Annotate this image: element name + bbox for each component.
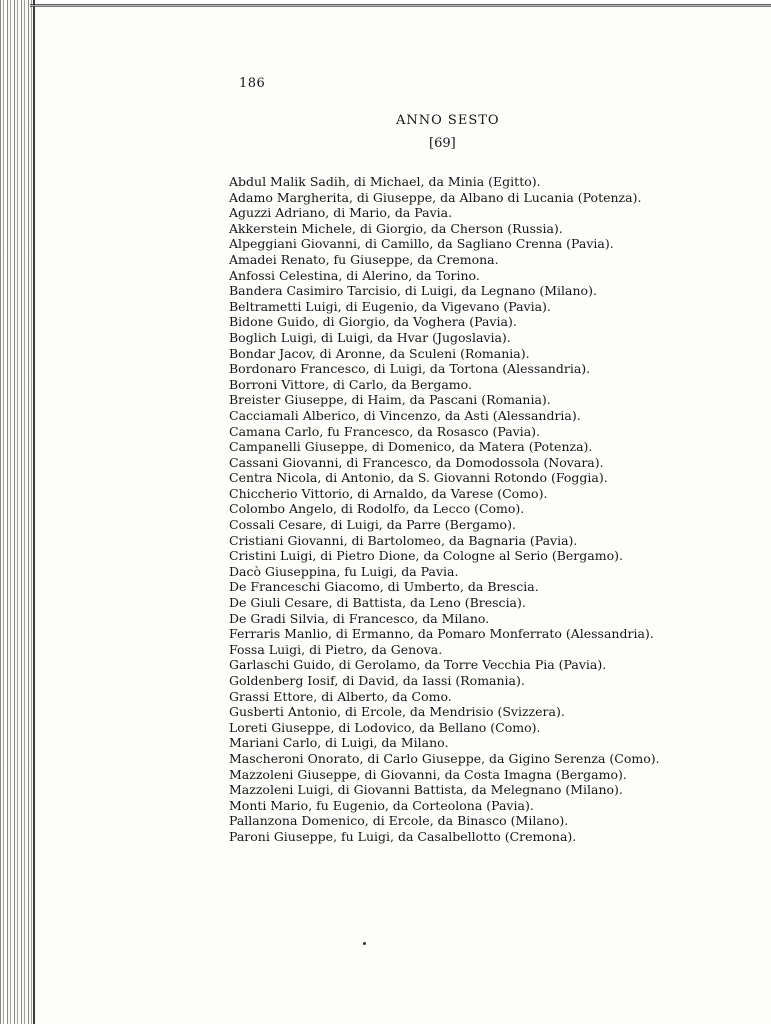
list-item: Aguzzi Adriano, di Mario, da Pavia. bbox=[229, 205, 453, 221]
list-item: Loreti Giuseppe, di Lodovico, da Bellano (Como). bbox=[229, 719, 541, 735]
scan-speck bbox=[363, 942, 366, 945]
list-item: Garlaschi Guido, di Gerolamo, da Torre Vecchia Pia (Pavia). bbox=[229, 657, 607, 673]
list-item: Amadei Renato, fu Giuseppe, da Cremona. bbox=[229, 251, 499, 267]
list-item: Colombo Angelo, di Rodolfo, da Lecco (Como). bbox=[229, 501, 525, 517]
list-item: Mariani Carlo, di Luigi, da Milano. bbox=[229, 735, 449, 751]
list-item: De Franceschi Giacomo, di Umberto, da Brescia. bbox=[229, 579, 539, 595]
binding-border bbox=[33, 0, 35, 1024]
list-item: Chiccherio Vittorio, di Arnaldo, da Varese (Como). bbox=[229, 485, 548, 501]
list-item: Anfossi Celestina, di Alerino, da Torino. bbox=[229, 267, 480, 283]
list-item: Mazzoleni Luigi, di Giovanni Battista, da Melegnano (Milano). bbox=[229, 782, 623, 798]
page-binding-edge bbox=[0, 0, 34, 1024]
list-item: Gusberti Antonio, di Ercole, da Mendrisio (Svizzera). bbox=[229, 704, 565, 720]
list-item: Boglich Luigi, di Luigi, da Hvar (Jugoslavia). bbox=[229, 329, 511, 345]
list-item: Grassi Ettore, di Alberto, da Como. bbox=[229, 688, 452, 704]
list-item: Centra Nicola, di Antonio, da S. Giovanni Rotondo (Foggia). bbox=[229, 470, 608, 486]
list-item: Bordonaro Francesco, di Luigi, da Tortona (Alessandria). bbox=[229, 361, 591, 377]
list-item: Mascheroni Onorato, di Carlo Giuseppe, da Gigino Serenza (Como). bbox=[229, 750, 660, 766]
page-number: 186 bbox=[239, 76, 266, 91]
list-item: Pallanzona Domenico, di Ercole, da Binasco (Milano). bbox=[229, 813, 569, 829]
list-item: Cacciamali Alberico, di Vincenzo, da Asti (Alessandria). bbox=[229, 407, 581, 423]
list-item: Campanelli Giuseppe, di Domenico, da Matera (Potenza). bbox=[229, 439, 593, 455]
list-item: Camana Carlo, fu Francesco, da Rosasco (Pavia). bbox=[229, 423, 541, 439]
list-item: Beltrametti Luigi, di Eugenio, da Vigevano (Pavia). bbox=[229, 298, 551, 314]
entry-list bbox=[229, 174, 749, 845]
list-item: De Giuli Cesare, di Battista, da Leno (Brescia). bbox=[229, 595, 526, 611]
list-item: Breister Giuseppe, di Haim, da Pascani (Romania). bbox=[229, 392, 551, 408]
list-item: Bidone Guido, di Giorgio, da Voghera (Pavia). bbox=[229, 314, 517, 330]
list-item: Cossali Cesare, di Luigi, da Parre (Bergamo). bbox=[229, 517, 516, 533]
list-item: De Gradi Silvia, di Francesco, da Milano. bbox=[229, 610, 490, 626]
list-item: Alpeggiani Giovanni, di Camillo, da Sagliano Crenna (Pavia). bbox=[229, 236, 614, 252]
list-item: Dacò Giuseppina, fu Luigi, da Pavia. bbox=[229, 563, 459, 579]
list-item: Fossa Luigi, di Pietro, da Genova. bbox=[229, 641, 443, 657]
list-item: Bondar Jacov, di Aronne, da Sculeni (Romania). bbox=[229, 345, 530, 361]
list-item: Ferraris Manlio, di Ermanno, da Pomaro Monferrato (Alessandria). bbox=[229, 626, 654, 642]
list-item: Adamo Margherita, di Giuseppe, da Albano di Lucania (Potenza). bbox=[229, 189, 642, 205]
list-item: Borroni Vittore, di Carlo, da Bergamo. bbox=[229, 376, 472, 392]
section-title: ANNO SESTO bbox=[396, 113, 500, 128]
list-item: Goldenberg Iosif, di David, da Iassi (Romania). bbox=[229, 673, 525, 688]
list-item: Cassani Giovanni, di Francesco, da Domodossola (Novara). bbox=[229, 454, 604, 470]
list-item: Abdul Malik Sadih, di Michael, da Minia (Egitto). bbox=[229, 174, 541, 189]
section-number: [69] bbox=[429, 136, 456, 151]
list-item: Cristini Luigi, di Pietro Dione, da Cologne al Serio (Bergamo). bbox=[229, 548, 623, 564]
list-item: Akkerstein Michele, di Giorgio, da Cherson (Russia). bbox=[229, 220, 563, 236]
list-item: Mazzoleni Giuseppe, di Giovanni, da Costa Imagna (Bergamo). bbox=[229, 766, 627, 782]
list-item: Cristiani Giovanni, di Bartolomeo, da Bagnaria (Pavia). bbox=[229, 532, 578, 548]
list-item: Bandera Casimiro Tarcisio, di Luigi, da Legnano (Milano). bbox=[229, 283, 597, 299]
list-item: Monti Mario, fu Eugenio, da Corteolona (Pavia). bbox=[229, 797, 534, 813]
list-item: Paroni Giuseppe, fu Luigi, da Casalbellotto (Cremona). bbox=[229, 828, 577, 844]
top-edge-rule bbox=[30, 4, 771, 7]
